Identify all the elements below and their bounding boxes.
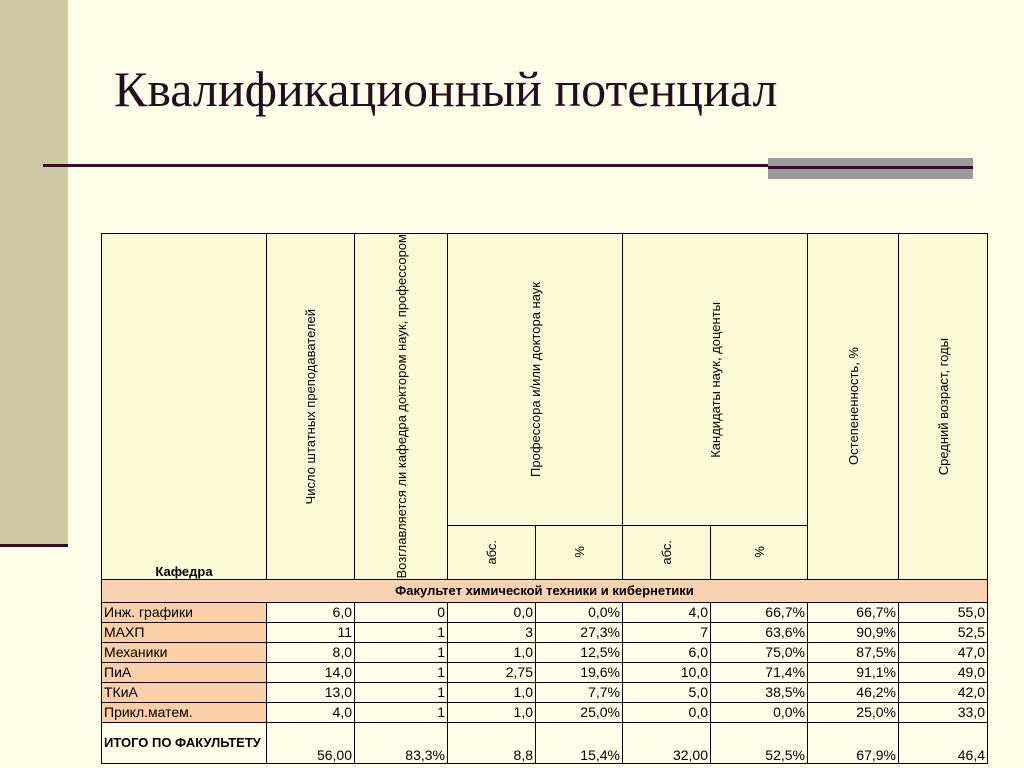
header-professors: Профессора и/или доктора наук: [448, 234, 623, 526]
slide-title: Квалификационный потенциал: [114, 61, 778, 117]
cell-prof-pct: 0,0%: [536, 602, 623, 622]
cell-dept: Механики: [102, 642, 267, 662]
cell-cand-abs: 5,0: [623, 682, 711, 702]
cell-age: 52,5: [899, 622, 988, 642]
header-cand-pct: %: [711, 525, 808, 579]
header-avg-age: Средний возраст, годы: [899, 234, 988, 580]
cell-staff: 11: [267, 622, 355, 642]
cell-prof-abs: 0,0: [448, 602, 536, 622]
cell-staff: 8,0: [267, 642, 355, 662]
cell-dept: Инж. графики: [102, 602, 267, 622]
cell-cand-abs: 0,0: [623, 702, 711, 722]
cell-cand-pct: 66,7%: [711, 602, 808, 622]
cell-cand-pct: 71,4%: [711, 662, 808, 682]
cell-head: 1: [355, 642, 448, 662]
cell-age: 55,0: [899, 602, 988, 622]
cell-cand-pct: 75,0%: [711, 642, 808, 662]
cell-prof-abs: 1,0: [448, 682, 536, 702]
cell-staff: 4,0: [267, 702, 355, 722]
cell-cand-pct: 38,5%: [711, 682, 808, 702]
cell-degree: 90,9%: [808, 622, 899, 642]
cell-cand-abs: 7: [623, 622, 711, 642]
cell-total-prof-pct: 15,4%: [536, 722, 623, 763]
cell-prof-pct: 12,5%: [536, 642, 623, 662]
cell-total-cand-abs: 32,00: [623, 722, 711, 763]
table-row: [102, 602, 988, 622]
cell-prof-abs: 3: [448, 622, 536, 642]
left-decor-bar: [0, 0, 68, 546]
table-row: [102, 622, 988, 642]
header-degree-share: Остепененность, %: [808, 234, 899, 580]
cell-degree: 46,2%: [808, 682, 899, 702]
cell-degree: 66,7%: [808, 602, 899, 622]
header-department: Кафедра: [102, 234, 267, 580]
cell-cand-abs: 4,0: [623, 602, 711, 622]
cell-prof-abs: 2,75: [448, 662, 536, 682]
cell-cand-abs: 6,0: [623, 642, 711, 662]
cell-prof-abs: 1,0: [448, 642, 536, 662]
cell-cand-pct: 63,6%: [711, 622, 808, 642]
cell-prof-pct: 25,0%: [536, 702, 623, 722]
header-prof-abs: абс.: [448, 525, 536, 579]
cell-head: 1: [355, 622, 448, 642]
cell-prof-pct: 19,6%: [536, 662, 623, 682]
cell-total-label: ИТОГО ПО ФАКУЛЬТЕТУ: [102, 722, 267, 763]
cell-dept: ПиА: [102, 662, 267, 682]
cell-age: 42,0: [899, 682, 988, 702]
left-decor-line: [0, 544, 68, 547]
cell-head: 1: [355, 662, 448, 682]
cell-total-age: 46,4: [899, 722, 988, 763]
cell-degree: 25,0%: [808, 702, 899, 722]
cell-total-staff: 56,00: [267, 722, 355, 763]
table-row: [102, 662, 988, 682]
cell-cand-pct: 0,0%: [711, 702, 808, 722]
cell-dept: МАХП: [102, 622, 267, 642]
qualification-table: [101, 233, 988, 764]
cell-total-head: 83,3%: [355, 722, 448, 763]
cell-prof-pct: 27,3%: [536, 622, 623, 642]
table-row: [102, 682, 988, 702]
table-row: [102, 702, 988, 722]
cell-dept: ТКиА: [102, 682, 267, 702]
table-row: [102, 642, 988, 662]
header-prof-pct: %: [536, 525, 623, 579]
title-rule-accent: [768, 158, 973, 179]
cell-age: 49,0: [899, 662, 988, 682]
header-candidates: Кандидаты наук, доценты: [623, 234, 808, 526]
cell-head: 0: [355, 602, 448, 622]
cell-head: 1: [355, 682, 448, 702]
cell-age: 47,0: [899, 642, 988, 662]
cell-staff: 14,0: [267, 662, 355, 682]
cell-total-cand-pct: 52,5%: [711, 722, 808, 763]
cell-total-degree: 67,9%: [808, 722, 899, 763]
cell-cand-abs: 10,0: [623, 662, 711, 682]
cell-total-prof-abs: 8,8: [448, 722, 536, 763]
cell-staff: 6,0: [267, 602, 355, 622]
header-cand-abs: абс.: [623, 525, 711, 579]
header-staff-count: Число штатных преподавателей: [267, 234, 355, 580]
cell-staff: 13,0: [267, 682, 355, 702]
total-row: [102, 722, 988, 763]
faculty-name: Факультет химической техники и кибернетики: [102, 579, 988, 602]
cell-prof-abs: 1,0: [448, 702, 536, 722]
header-head-is-doctor: Возглавляется ли кафедра доктором наук, профессором: [355, 234, 448, 580]
cell-degree: 87,5%: [808, 642, 899, 662]
cell-prof-pct: 7,7%: [536, 682, 623, 702]
cell-degree: 91,1%: [808, 662, 899, 682]
cell-dept: Прикл.матем.: [102, 702, 267, 722]
cell-head: 1: [355, 702, 448, 722]
cell-age: 33,0: [899, 702, 988, 722]
